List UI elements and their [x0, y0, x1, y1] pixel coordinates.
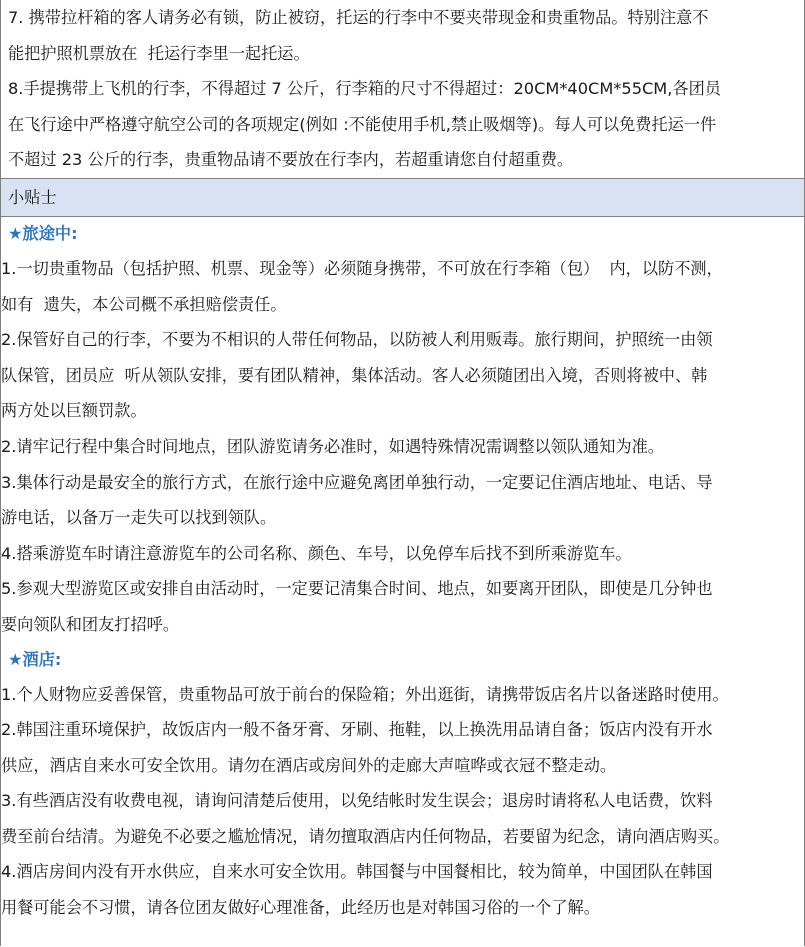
travel-tip-item: [1, 429, 804, 465]
travel-tip-item-line: 队保管，团员应 听从领队安排，要有团队精神，集体活动。客人必须随团出入境，否则将被中、韩: [1, 365, 708, 385]
hotel-tip-item-line: 用餐可能会不习惯，请各位团友做好心理准备，此经历也是对韩国习俗的一个了解。: [1, 898, 600, 918]
travel-tip-item-line: 1.一切贵重物品（包括护照、机票、现金等）必须随身携带，不可放在行李箱（包） 内，以防不测，: [1, 258, 723, 278]
section-title-hotel: ★酒店:: [8, 649, 62, 669]
luggage-rule-item: [8, 0, 798, 71]
hotel-tip-item-line: 1.个人财物应妥善保管，贵重物品可放于前台的保险箱；外出逛街，请携带饭店名片以备迷路时使用。: [1, 684, 729, 704]
travel-tip-item-line: 2.保管好自己的行李，不要为不相识的人带任何物品，以防被人利用贩毒。旅行期间，护照统一由领: [1, 330, 713, 350]
hotel-tip-item-line: 3.有些酒店没有收费电视，请询问清楚后使用，以免结帐时发生误会；退房时请将私人电话费，饮料: [1, 791, 713, 811]
luggage-rules: [1, 0, 804, 179]
hotel-tip-item: [1, 677, 804, 713]
hotel-tip-item: [1, 712, 804, 783]
travel-tip-item: [1, 465, 804, 536]
luggage-rule-item-line: 7. 携带拉杆箱的客人请务必有锁，防止被窃，托运的行李中不要夹带现金和贵重物品。特别注意不: [8, 8, 709, 27]
luggage-rule-item-line: 8.手提携带上飞机的行李，不得超过 7 公斤，行李箱的尺寸不得超过：20CM*40CM*55CM,各团员: [8, 79, 721, 99]
travel-tip-item-line: 2.请牢记行程中集合时间地点，团队游览请务必准时，如遇特殊情况需调整以领队通知为准。: [1, 436, 664, 456]
travel-tip-item-line: 如有 遗失，本公司概不承担赔偿责任。: [1, 294, 287, 314]
hotel-tip-item-line: 供应，酒店自来水可安全饮用。请勿在酒店或房间外的走廊大声喧哗或衣冠不整走动。: [1, 755, 617, 775]
tips-header: 小贴士: [1, 179, 804, 217]
hotel-tips-list: [1, 677, 804, 926]
travel-tip-item-line: 4.搭乘游览车时请注意游览车的公司名称、颜色、车号，以免停车后找不到所乘游览车。: [1, 543, 632, 563]
travel-tip-item: [1, 251, 804, 322]
travel-tip-item: [1, 536, 804, 572]
travel-tip-item: [1, 322, 804, 429]
travel-tip-item-line: 5.参观大型游览区或安排自由活动时，一定要记清集合时间、地点，如要离开团队，即使是几分钟也: [1, 579, 713, 599]
luggage-rule-item-line: 能把护照机票放在 托运行李里一起托运。: [8, 43, 310, 63]
section-title-travel: ★旅途中:: [8, 223, 78, 243]
travel-tip-item-line: 3.集体行动是最安全的旅行方式，在旅行途中应避免离团单独行动，一定要记住酒店地址、电话、导: [1, 472, 713, 492]
tips-body: [1, 217, 804, 926]
travel-tip-item-line: 要向领队和团友打招呼。: [1, 614, 180, 634]
hotel-tip-item-line: 4.酒店房间内没有开水供应，自来水可安全饮用。韩国餐与中国餐相比，较为简单，中国团队在韩国: [1, 862, 713, 882]
travel-tip-item-line: 两方处以巨额罚款。: [1, 401, 147, 421]
hotel-tip-item: [1, 783, 804, 854]
hotel-tip-item-line: 2.韩国注重环境保护，故饭店内一般不备牙膏、牙刷、拖鞋，以上换洗用品请自备；饭店内没有开水: [1, 720, 713, 740]
hotel-tip-item-line: 费至前台结清。为避免不必要之尴尬情况，请勿擅取酒店内任何物品，若要留为纪念，请向酒店购买。: [1, 826, 730, 846]
luggage-rule-item-line: 在飞行途中严格遵守航空公司的各项规定(例如 :不能使用手机,禁止吸烟等)。每人可以免费托运一件: [8, 114, 717, 134]
luggage-rule-item-line: 不超过 23 公斤的行李，贵重物品请不要放在行李内，若超重请您自付超重费。: [8, 150, 574, 170]
luggage-rule-item: [8, 71, 798, 178]
travel-tip-item: [1, 571, 804, 642]
travel-tip-item-line: 游电话，以备万一走失可以找到领队。: [1, 508, 277, 528]
travel-tips-list: [1, 251, 804, 643]
hotel-tip-item: [1, 854, 804, 925]
luggage-rules-list: [8, 0, 798, 178]
